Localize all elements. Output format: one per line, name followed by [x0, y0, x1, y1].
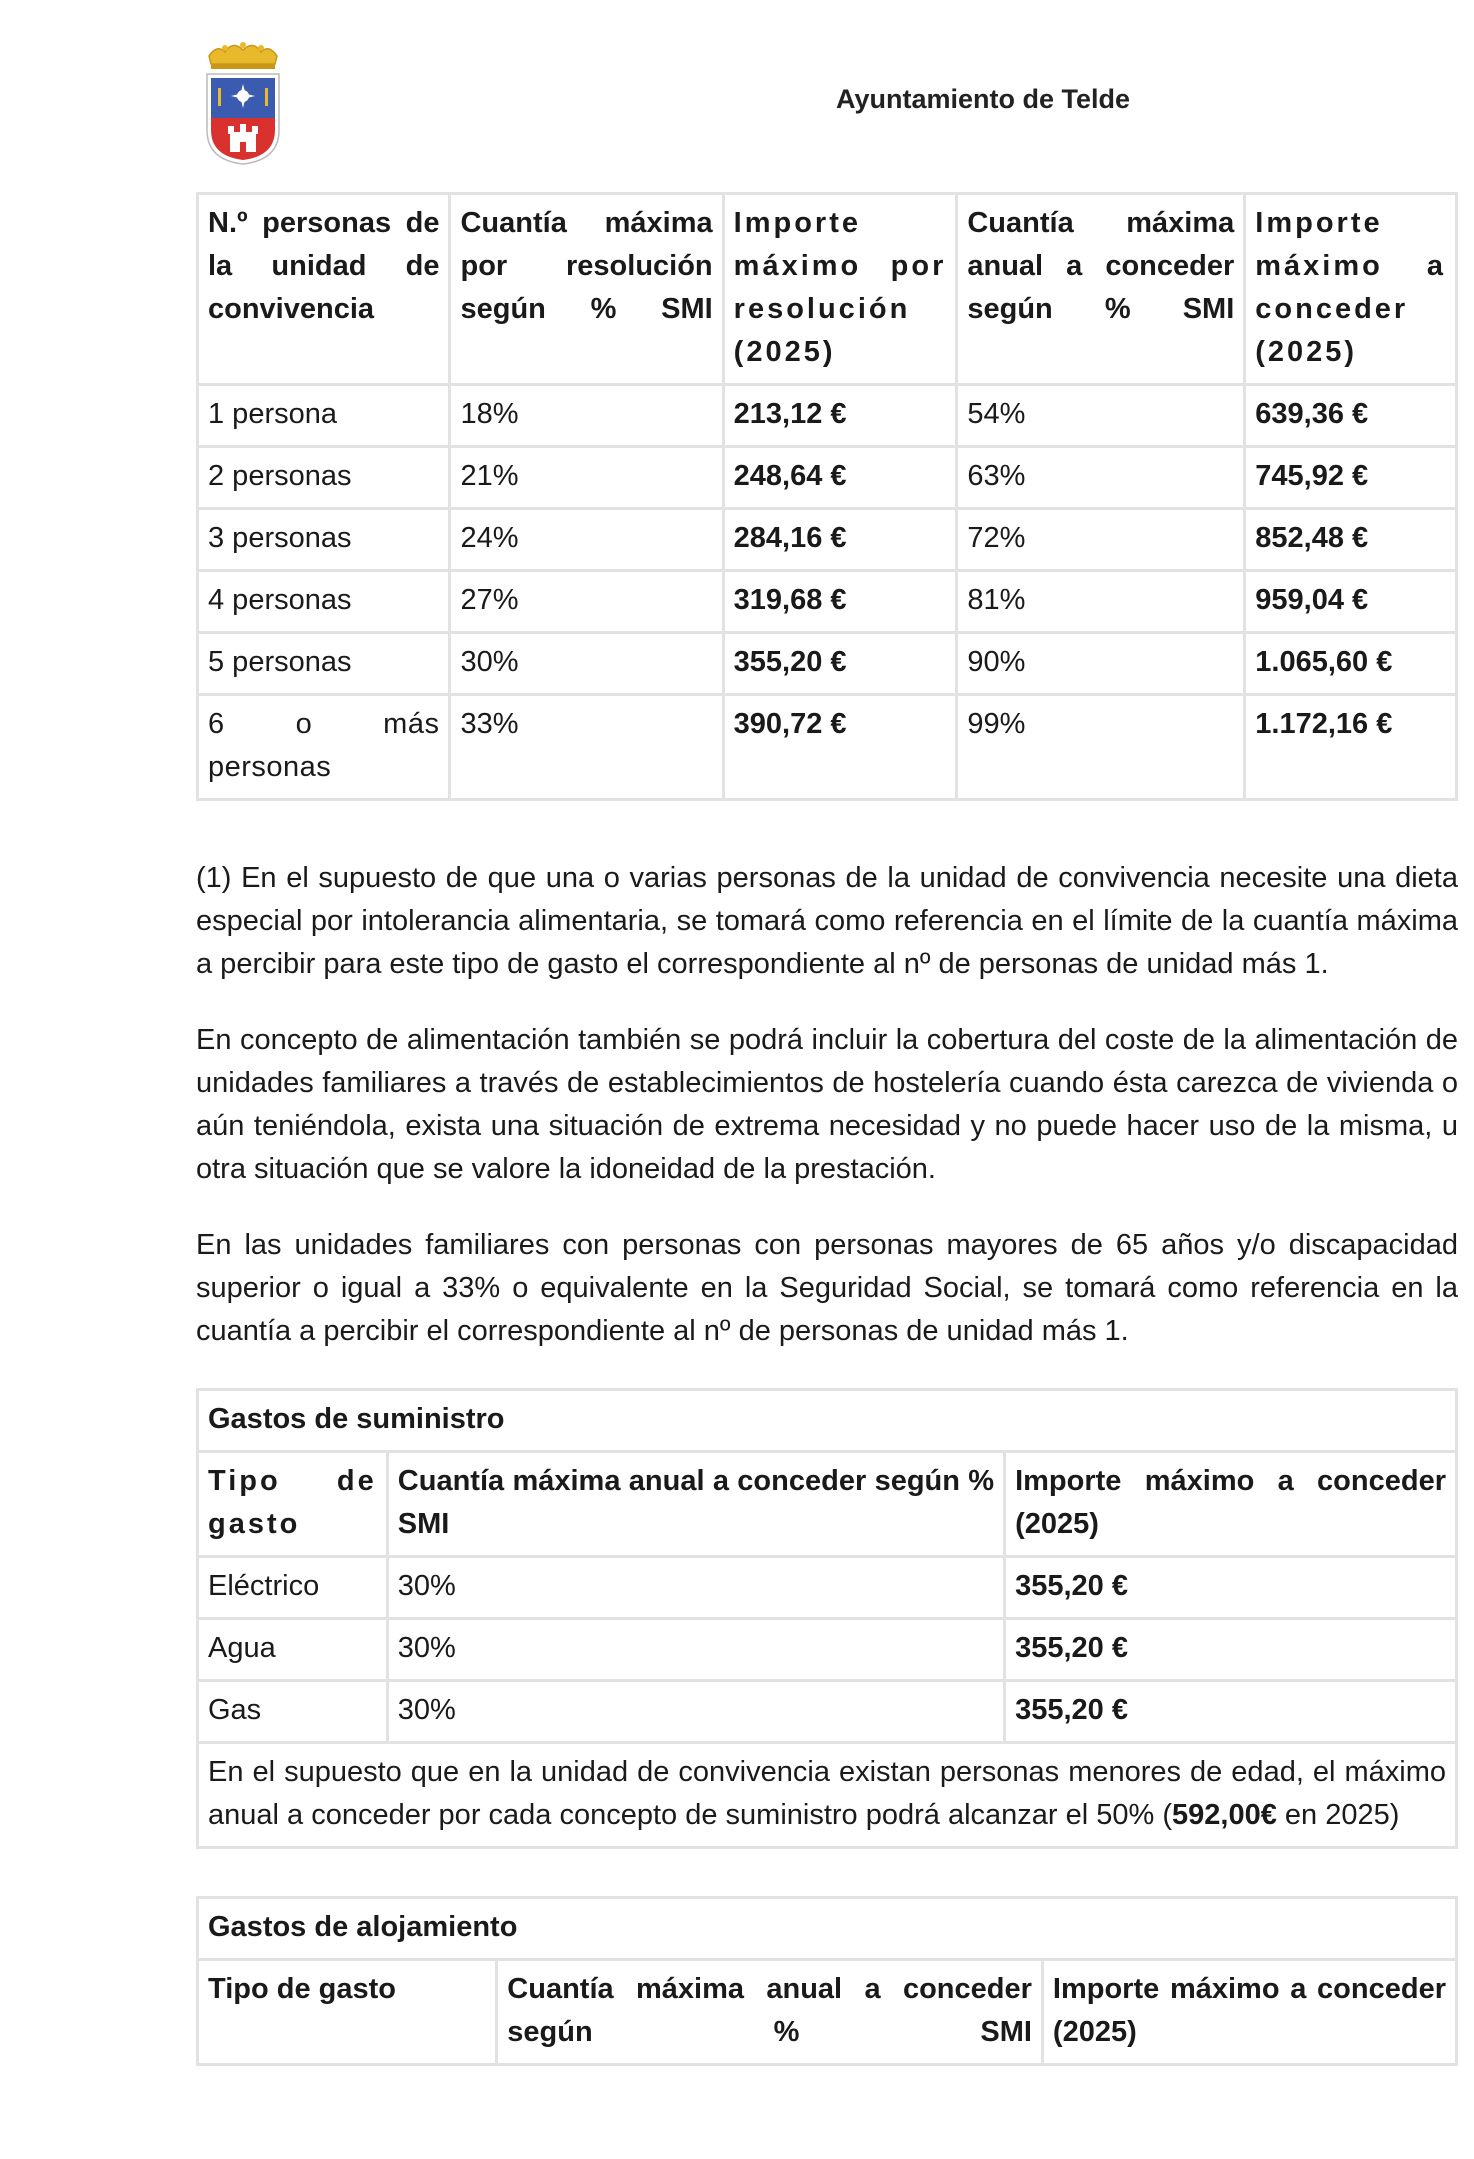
table-cell: 99%	[957, 695, 1245, 800]
table-row	[198, 633, 1457, 695]
table-cell: 1.065,60 €	[1245, 633, 1457, 695]
table-cell: 639,36 €	[1245, 385, 1457, 447]
table-cell: 959,04 €	[1245, 571, 1457, 633]
table-cell: 72%	[957, 509, 1245, 571]
table-cell: 745,92 €	[1245, 447, 1457, 509]
table-cell: 30%	[387, 1619, 1004, 1681]
table-row	[198, 1681, 1457, 1743]
housing-expenses-table	[196, 1896, 1458, 2066]
table-cell: 63%	[957, 447, 1245, 509]
table-cell: 24%	[450, 509, 723, 571]
table-cell: 30%	[387, 1681, 1004, 1743]
body-paragraph: En concepto de alimentación también se podrá incluir la cobertura del coste de la alimentación de unidades familiares a través de establecimientos de hostelería cuando ésta carezca de vivienda o aún teniéndola, exista una situación de extrema necesidad y no puede hacer uso de la misma, u otra situación que se valore la idoneidad de la prestación.	[196, 1024, 1458, 1185]
table-cell: 90%	[957, 633, 1245, 695]
table-cell: 6 o más personas	[198, 695, 450, 800]
table-title-row	[198, 1390, 1457, 1452]
column-header: Importe máximo a conceder (2025)	[1005, 1452, 1457, 1557]
table-cell: 18%	[450, 385, 723, 447]
food-allowance-table	[196, 192, 1458, 801]
table-cell: 319,68 €	[723, 571, 957, 633]
table-row	[198, 1619, 1457, 1681]
table-cell: 355,20 €	[1005, 1681, 1457, 1743]
table-cell: 248,64 €	[723, 447, 957, 509]
table-cell: Agua	[198, 1619, 388, 1681]
column-header: N.º personas de la unidad de convivencia	[198, 194, 450, 385]
column-header: Tipo de gasto	[198, 1960, 497, 2065]
table-cell: 4 personas	[198, 571, 450, 633]
table-header-row	[198, 194, 1457, 385]
table-cell: 30%	[450, 633, 723, 695]
document-body	[196, 192, 1458, 2066]
column-header: Tipo de gasto	[198, 1452, 388, 1557]
column-header: Importe máximo por resolución (2025)	[723, 194, 957, 385]
table-cell: 284,16 €	[723, 509, 957, 571]
table-header-row	[198, 1960, 1457, 2065]
table-cell: Gas	[198, 1681, 388, 1743]
column-header: Importe máximo a conceder (2025)	[1245, 194, 1457, 385]
table-cell: 33%	[450, 695, 723, 800]
table-cell: 355,20 €	[723, 633, 957, 695]
column-header: Cuantía máxima anual a conceder según % SMI	[387, 1452, 1004, 1557]
table-note-row	[198, 1743, 1457, 1848]
table-cell: 27%	[450, 571, 723, 633]
table-cell: 30%	[387, 1557, 1004, 1619]
table-cell: 1 persona	[198, 385, 450, 447]
note-amount: 592,00€	[1172, 1799, 1277, 1831]
column-header: Importe máximo a conceder (2025)	[1042, 1960, 1456, 2065]
table-row	[198, 1557, 1457, 1619]
telde-coat-of-arms-logo	[203, 38, 283, 166]
note-text: En el supuesto que en la unidad de convivencia existan personas menores de edad, el máximo anual a conceder por cada concepto de suministro podrá alcanzar el 50% (	[208, 1756, 1446, 1831]
body-paragraph: En las unidades familiares con personas con personas mayores de 65 años y/o discapacidad superior o igual a 33% o equivalente en la Seguridad Social, se tomará como referencia en la cuantía a percibir el correspondiente al nº de personas de unidad más 1.	[196, 1229, 1458, 1347]
table-title: Gastos de alojamiento	[198, 1898, 1457, 1960]
supply-expenses-table	[196, 1388, 1458, 1849]
table-cell: 3 personas	[198, 509, 450, 571]
table-title-row	[198, 1898, 1457, 1960]
table-cell: 2 personas	[198, 447, 450, 509]
header-organization: Ayuntamiento de Telde	[836, 84, 1131, 114]
table-cell: 21%	[450, 447, 723, 509]
table-cell: 5 personas	[198, 633, 450, 695]
table-row	[198, 509, 1457, 571]
table-cell: Eléctrico	[198, 1557, 388, 1619]
table-cell: 390,72 €	[723, 695, 957, 800]
note-text-end: en 2025)	[1276, 1799, 1400, 1831]
table-note	[198, 1743, 1457, 1848]
table-cell: 81%	[957, 571, 1245, 633]
table-cell: 213,12 €	[723, 385, 957, 447]
table-row	[198, 385, 1457, 447]
table-cell: 852,48 €	[1245, 509, 1457, 571]
column-header: Cuantía máxima por resolución según % SMI	[450, 194, 723, 385]
table-title: Gastos de suministro	[198, 1390, 1457, 1452]
table-cell: 355,20 €	[1005, 1557, 1457, 1619]
column-header: Cuantía máxima anual a conceder según % SMI	[957, 194, 1245, 385]
table-row	[198, 571, 1457, 633]
footnote-paragraph: (1) En el supuesto de que una o varias personas de la unidad de convivencia necesite una dieta especial por intolerancia alimentaria, se tomará como referencia en el límite de la cuantía máxima a percibir para este tipo de gasto el correspondiente al nº de personas de unidad más 1.	[196, 862, 1458, 980]
table-row	[198, 447, 1457, 509]
table-header-row	[198, 1452, 1457, 1557]
table-cell: 355,20 €	[1005, 1619, 1457, 1681]
table-cell: 1.172,16 €	[1245, 695, 1457, 800]
table-row	[198, 695, 1457, 800]
table-cell: 54%	[957, 385, 1245, 447]
column-header: Cuantía máxima anual a conceder según % SMI	[497, 1960, 1043, 2065]
